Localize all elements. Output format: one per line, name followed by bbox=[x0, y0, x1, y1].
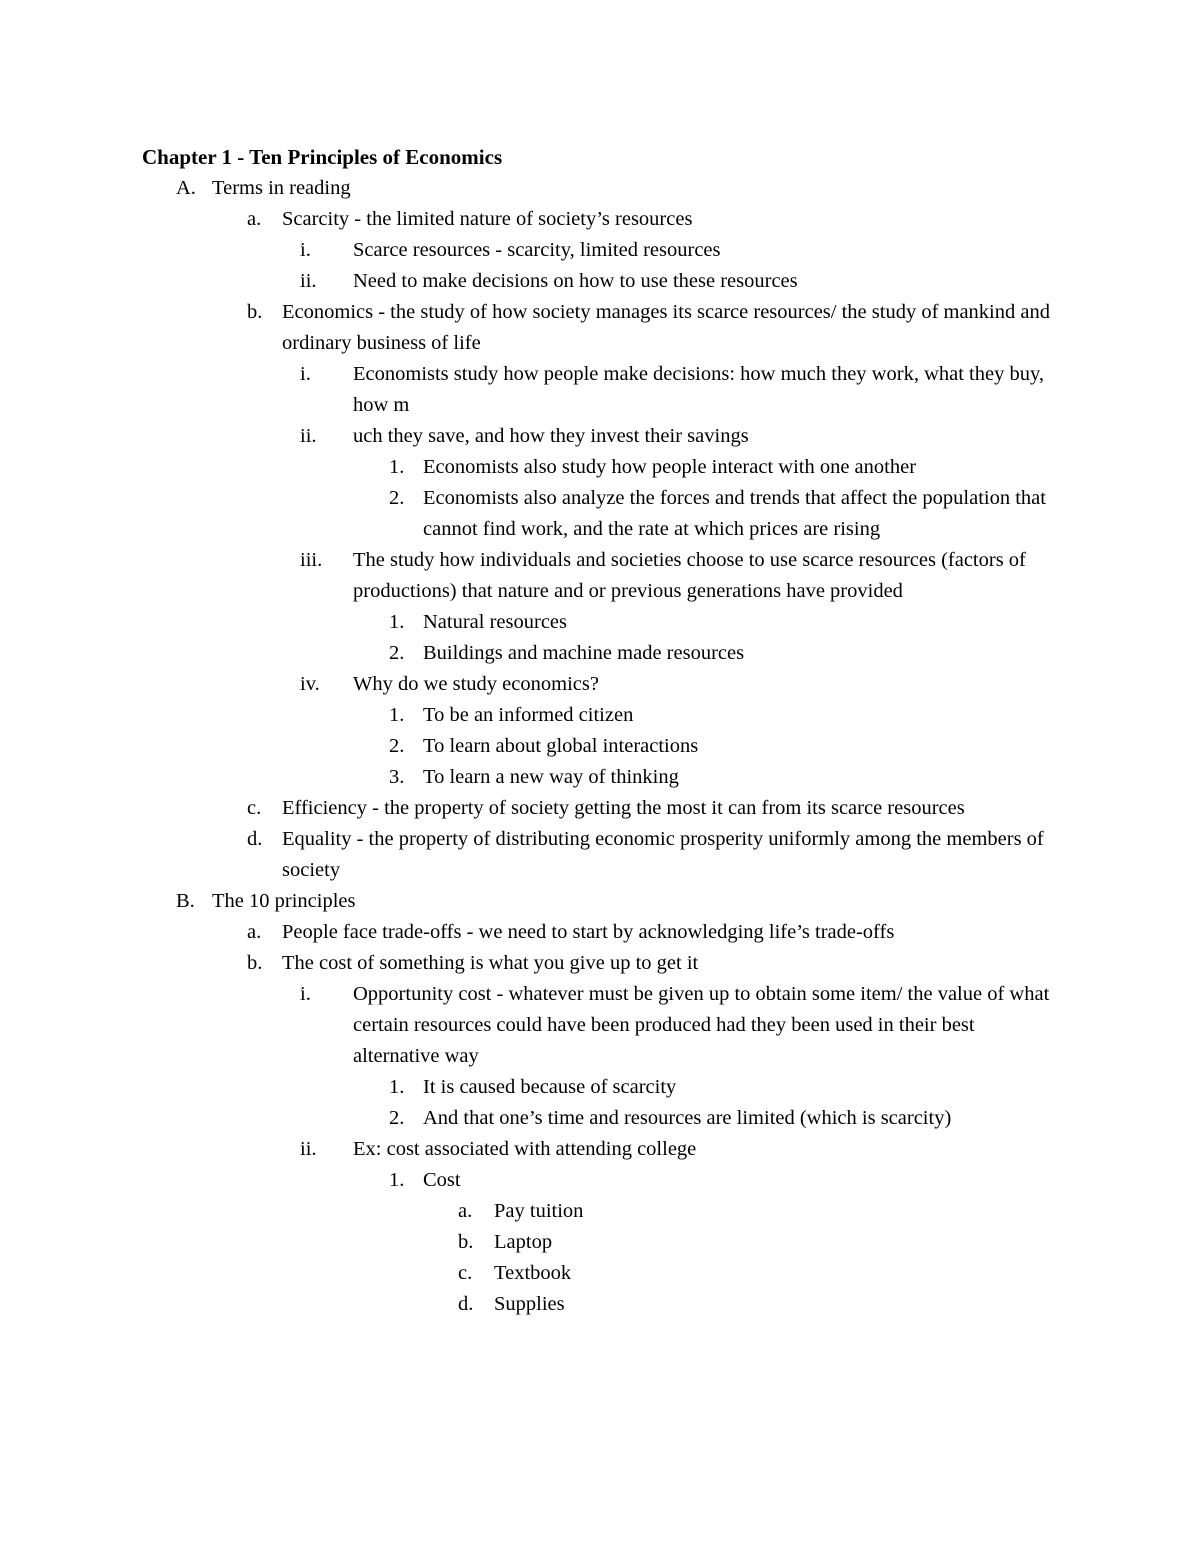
outline-item bbox=[247, 917, 1060, 948]
list-item-text: To be an informed citizen bbox=[423, 704, 634, 726]
outline-item bbox=[300, 359, 1060, 421]
list-item-text: Pay tuition bbox=[494, 1200, 584, 1222]
list-item-text: Economists also analyze the forces and trends that affect the population that cannot find work, and the rate at which prices are rising bbox=[423, 487, 1046, 540]
list-item-text: Terms in reading bbox=[212, 177, 351, 199]
outline-item bbox=[247, 204, 1060, 235]
list-marker: 2. bbox=[389, 642, 405, 664]
list-item-text: Opportunity cost - whatever must be given up to obtain some item/ the value of what certain resources could have been produced had they been used in their best alternative way bbox=[353, 983, 1050, 1067]
outline-item bbox=[389, 1072, 1060, 1103]
list-item-text: People face trade-offs - we need to start by acknowledging life’s trade-offs bbox=[282, 921, 895, 943]
list-item-text: Cost bbox=[423, 1169, 461, 1191]
outline-item bbox=[389, 731, 1060, 762]
list-item-text: The study how individuals and societies choose to use scarce resources (factors of productions) that nature and or previous generations have provided bbox=[353, 549, 1026, 602]
list-item-text: The cost of something is what you give up to get it bbox=[282, 952, 699, 974]
list-marker: iii. bbox=[300, 549, 323, 571]
outline-item bbox=[389, 1165, 1060, 1196]
list-marker: 1. bbox=[389, 1169, 405, 1191]
outline-item bbox=[458, 1289, 1060, 1320]
list-marker: 2. bbox=[389, 735, 405, 757]
list-marker: b. bbox=[247, 301, 263, 323]
list-item-text: Economists also study how people interact with one another bbox=[423, 456, 917, 478]
list-marker: d. bbox=[458, 1293, 474, 1315]
outline-item bbox=[247, 297, 1060, 359]
list-marker: i. bbox=[300, 239, 311, 261]
list-item-text: Economics - the study of how society manages its scarce resources/ the study of mankind and ordinary business of life bbox=[282, 301, 1050, 354]
outline-item bbox=[389, 483, 1060, 545]
list-marker: 1. bbox=[389, 611, 405, 633]
outline-item bbox=[458, 1258, 1060, 1289]
list-marker: 1. bbox=[389, 704, 405, 726]
outline-item bbox=[247, 824, 1060, 886]
list-marker: B. bbox=[176, 890, 195, 912]
list-marker: a. bbox=[247, 208, 262, 230]
list-marker: 1. bbox=[389, 1076, 405, 1098]
list-marker: b. bbox=[247, 952, 263, 974]
list-item-text: Laptop bbox=[494, 1231, 553, 1253]
list-item-text: Natural resources bbox=[423, 611, 568, 633]
list-marker: b. bbox=[458, 1231, 474, 1253]
list-marker: d. bbox=[247, 828, 263, 850]
list-item-text: Why do we study economics? bbox=[353, 673, 599, 695]
list-item-text: Ex: cost associated with attending college bbox=[353, 1138, 697, 1160]
outline-item bbox=[247, 793, 1060, 824]
list-item-text: To learn about global interactions bbox=[423, 735, 699, 757]
list-marker: iv. bbox=[300, 673, 320, 695]
outline-item bbox=[300, 979, 1060, 1072]
outline-item bbox=[300, 669, 1060, 700]
outline-item bbox=[247, 948, 1060, 979]
list-item-text: Scarcity - the limited nature of society’s resources bbox=[282, 208, 693, 230]
list-item-text: Supplies bbox=[494, 1293, 565, 1315]
outline-item bbox=[176, 173, 1060, 204]
list-marker: 2. bbox=[389, 1107, 405, 1129]
outline-item bbox=[389, 607, 1060, 638]
outline-item bbox=[300, 1134, 1060, 1165]
list-marker: a. bbox=[458, 1200, 473, 1222]
outline-item bbox=[300, 266, 1060, 297]
list-item-text: To learn a new way of thinking bbox=[423, 766, 679, 788]
list-item-text: Economists study how people make decisions: how much they work, what they buy, how m bbox=[353, 363, 1045, 416]
list-marker: ii. bbox=[300, 1138, 317, 1160]
list-item-text: And that one’s time and resources are limited (which is scarcity) bbox=[423, 1107, 952, 1129]
list-item-text: It is caused because of scarcity bbox=[423, 1076, 677, 1098]
list-item-text: uch they save, and how they invest their savings bbox=[353, 425, 749, 447]
outline-item bbox=[300, 235, 1060, 266]
outline-item bbox=[300, 421, 1060, 452]
outline-item bbox=[458, 1196, 1060, 1227]
list-marker: c. bbox=[458, 1262, 473, 1284]
list-marker: i. bbox=[300, 363, 311, 385]
list-marker: A. bbox=[176, 177, 196, 199]
list-marker: ii. bbox=[300, 425, 317, 447]
list-marker: 1. bbox=[389, 456, 405, 478]
outline-item bbox=[300, 545, 1060, 607]
list-item-text: Need to make decisions on how to use these resources bbox=[353, 270, 798, 292]
list-item-text: The 10 principles bbox=[212, 890, 356, 912]
list-item-text: Textbook bbox=[494, 1262, 572, 1284]
list-item-text: Scarce resources - scarcity, limited resources bbox=[353, 239, 721, 261]
list-marker: ii. bbox=[300, 270, 317, 292]
list-marker: a. bbox=[247, 921, 262, 943]
list-item-text: Buildings and machine made resources bbox=[423, 642, 745, 664]
list-marker: 2. bbox=[389, 487, 405, 509]
list-marker: 3. bbox=[389, 766, 405, 788]
outline-item bbox=[389, 638, 1060, 669]
outline-item bbox=[389, 700, 1060, 731]
list-item-text: Equality - the property of distributing economic prosperity uniformly among the members of society bbox=[282, 828, 1044, 881]
outline-item bbox=[176, 886, 1060, 917]
list-marker: i. bbox=[300, 983, 311, 1005]
outline-item bbox=[389, 1103, 1060, 1134]
outline-item bbox=[389, 762, 1060, 793]
outline-item bbox=[389, 452, 1060, 483]
list-marker: c. bbox=[247, 797, 262, 819]
list-item-text: Efficiency - the property of society getting the most it can from its scarce resources bbox=[282, 797, 965, 819]
chapter-title: Chapter 1 - Ten Principles of Economics bbox=[142, 145, 503, 169]
outline-item bbox=[458, 1227, 1060, 1258]
